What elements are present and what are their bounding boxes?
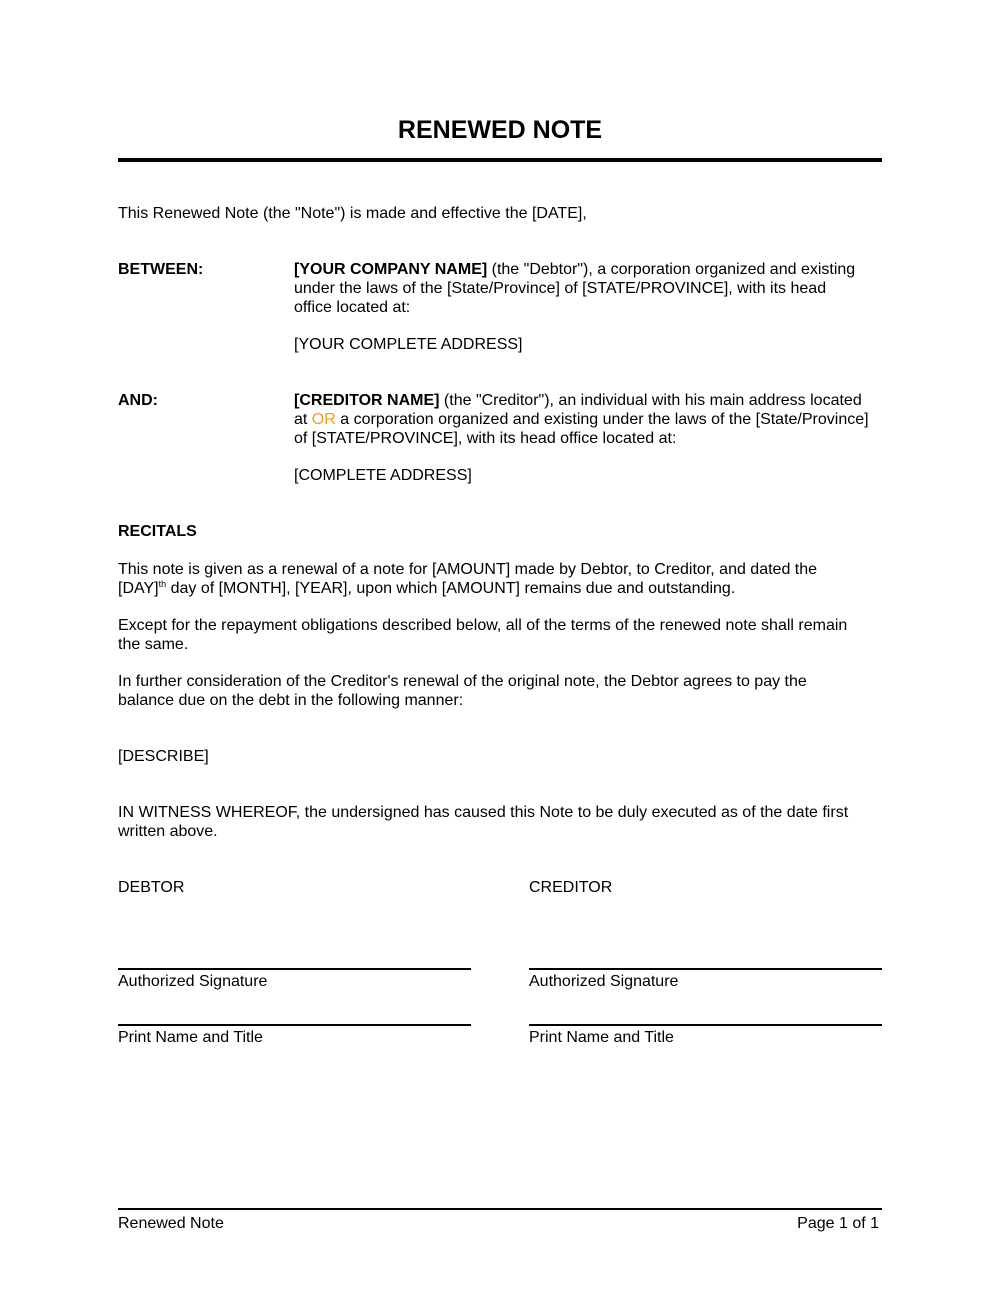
debtor-print-name-line[interactable]: [118, 1024, 471, 1026]
recital-paragraph-3: [118, 672, 807, 710]
creditor-line2-pre: at: [294, 411, 312, 428]
creditor-signature-line[interactable]: [529, 968, 882, 970]
creditor-print-name-line[interactable]: [529, 1024, 882, 1026]
debtor-name: [YOUR COMPANY NAME]: [294, 261, 488, 278]
intro-paragraph: This Renewed Note (the "Note") is made and effective the [DATE],: [118, 205, 587, 222]
debtor-address: [YOUR COMPLETE ADDRESS]: [294, 336, 523, 353]
creditor-heading: CREDITOR: [529, 879, 613, 896]
party-debtor-line2: under the laws of the [State/Province] of [STATE/PROVINCE], with its head: [294, 280, 827, 297]
recital-2-line1: Except for the repayment obligations described below, all of the terms of the renewed note shall remain: [118, 617, 848, 634]
creditor-name: [CREDITOR NAME]: [294, 392, 440, 409]
recital-1-line1: This note is given as a renewal of a note for [AMOUNT] made by Debtor, to Creditor, and dated the: [118, 561, 818, 578]
creditor-address: [COMPLETE ADDRESS]: [294, 467, 472, 484]
debtor-signature-line[interactable]: [118, 968, 471, 970]
describe-placeholder: [DESCRIBE]: [118, 748, 209, 765]
party-creditor-line3: of [STATE/PROVINCE], with its head office located at:: [294, 430, 677, 447]
witness-paragraph: [118, 803, 848, 841]
recital-3-line1: In further consideration of the Creditor's renewal of the original note, the Debtor agrees to pay the: [118, 673, 807, 690]
footer-page-number: Page 1 of 1: [797, 1215, 879, 1232]
creditor-signature-label: Authorized Signature: [529, 973, 679, 990]
debtor-print-name-label: Print Name and Title: [118, 1029, 263, 1046]
creditor-line1-text: (the "Creditor"), an individual with his main address located: [439, 392, 862, 409]
party-label-and: AND:: [118, 392, 158, 409]
title-divider: [118, 158, 882, 162]
recital-1-line2: [118, 579, 817, 598]
party-creditor-line1: [294, 391, 869, 410]
recital-paragraph-2: [118, 616, 847, 654]
recital-paragraph-1: [118, 560, 817, 598]
party-debtor-block: [294, 260, 855, 354]
day-placeholder: [DAY]: [118, 580, 159, 597]
party-creditor-line2: [294, 410, 869, 429]
creditor-line2-post: a corporation organized and existing under the laws of the [State/Province]: [335, 411, 869, 428]
party-label-between: BETWEEN:: [118, 261, 204, 278]
recital-2-line2: the same.: [118, 636, 189, 653]
recital-3-line2: balance due on the debt in the following manner:: [118, 692, 464, 709]
recitals-heading: RECITALS: [118, 523, 197, 540]
recital-1-line2-text: day of [MONTH], [YEAR], upon which [AMOUNT] remains due and outstanding.: [166, 580, 736, 597]
witness-line2: written above.: [118, 823, 218, 840]
debtor-heading: DEBTOR: [118, 879, 185, 896]
party-debtor-line1: [294, 260, 855, 279]
or-highlight: OR: [311, 411, 336, 428]
creditor-print-name-label: Print Name and Title: [529, 1029, 674, 1046]
footer-divider: [118, 1208, 882, 1210]
document-title: RENEWED NOTE: [397, 116, 603, 144]
debtor-signature-label: Authorized Signature: [118, 973, 268, 990]
party-debtor-line3: office located at:: [294, 299, 411, 316]
ordinal-suffix: th: [158, 579, 167, 589]
debtor-line1-text: (the "Debtor"), a corporation organized and existing: [487, 261, 856, 278]
witness-line1: IN WITNESS WHEREOF, the undersigned has caused this Note to be duly executed as of the date first: [118, 804, 849, 821]
party-creditor-block: [294, 391, 869, 485]
footer-doc-name: Renewed Note: [118, 1215, 224, 1232]
